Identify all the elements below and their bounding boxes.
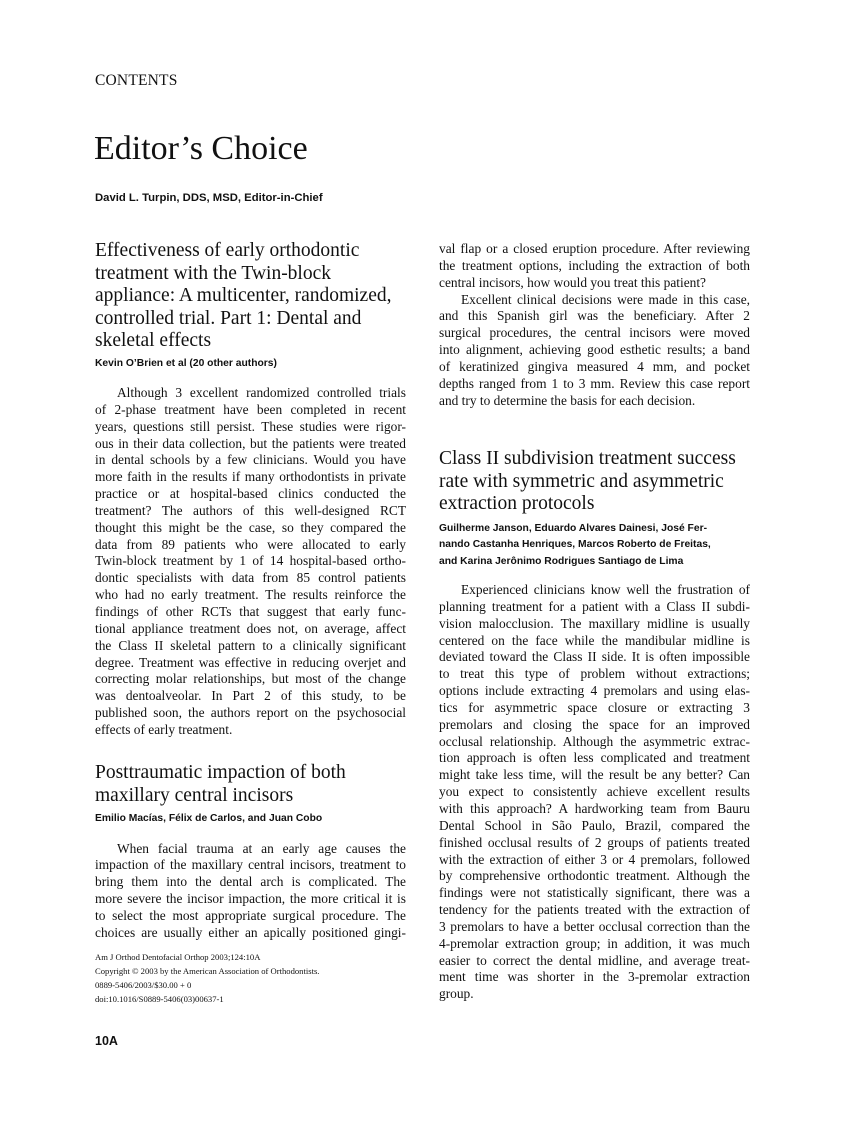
text-line: might take less time, will the result be any better? Can (439, 767, 750, 783)
text-line: vision malocclusion. The maxillary midline is usually (439, 615, 750, 631)
text-line: treatment with the Twin-block (95, 262, 332, 284)
text-line: with the extraction of either 3 or 4 premolars, followed (439, 851, 750, 867)
text-line: surgical procedures, the central incisors were moved (439, 325, 750, 341)
text-line: effects of early treatment. (95, 721, 233, 737)
text-line: skeletal effects (95, 330, 212, 351)
text-line: Kevin O’Brien et al (20 other authors) (95, 357, 277, 369)
section-label: CONTENTS (95, 72, 178, 89)
text-line: Am J Orthod Dentofacial Orthop 2003;124:10A (95, 952, 261, 962)
article-body (95, 841, 406, 942)
text-line: years, questions still persist. These studies were rigor- (95, 418, 406, 434)
text-line: findings of other RCTs that suggest that early func- (95, 603, 406, 619)
page-title: Editor’s Choice (94, 130, 308, 167)
paragraph (439, 241, 750, 292)
text-line: data from 89 patients who were allocated to early (95, 536, 406, 552)
text-line: degree. Treatment was effective in reducing overjet and (95, 654, 406, 670)
text-line: into alignment, achieving good esthetic results; a band (439, 342, 750, 358)
paragraph (95, 385, 406, 739)
text-line: bring them into the dental arch is complicated. The (95, 874, 406, 890)
text-line: val flap or a closed eruption procedure. After reviewing (439, 241, 750, 256)
text-line: of 2-phase treatment have been completed in recent (95, 401, 406, 417)
text-line: findings were not statistically significant, there was a (439, 885, 750, 901)
article-body (439, 241, 750, 409)
text-line: impaction of the maxillary central incisors, treatment to (95, 857, 406, 873)
paragraph (95, 841, 406, 942)
text-line: deviated toward the Class II side. It is often impossible (439, 649, 750, 665)
text-line: Posttraumatic impaction of both (95, 762, 346, 783)
text-line: 3 premolars to have a better occlusal correction than the (439, 918, 750, 934)
text-line: Guilherme Janson, Eduardo Alvares Dainesi, José Fer- (439, 522, 708, 534)
article-authors (439, 521, 750, 571)
text-line: ous in their data collection, but the patients were treated (95, 435, 406, 451)
article-body (95, 385, 406, 739)
text-line: practice or at hospital-based clinics conducted the (95, 486, 406, 502)
text-line: dontic specialists with data from 85 control patients (95, 570, 406, 586)
article-body (439, 582, 750, 1003)
text-line: Although 3 excellent randomized controlled trials (117, 385, 406, 400)
article-3 (439, 448, 750, 1003)
text-line: group. (439, 986, 474, 1002)
text-line: planning treatment for a patient with a Class II subdi- (439, 598, 750, 614)
text-line: 0889-5406/2003/$30.00 + 0 (95, 980, 192, 990)
text-line: choices are usually either an apically positioned gingi- (95, 924, 406, 940)
text-line: Effectiveness of early orthodontic (95, 240, 360, 261)
paragraph (439, 582, 750, 1003)
text-line: in dental schools by a few clinicians. Would you have (95, 452, 406, 468)
text-line: tion approach is often less complicated and treatment (439, 750, 750, 766)
article-heading (95, 240, 406, 353)
text-line: tendency for the patients treated with the extraction of (439, 902, 750, 918)
text-line: tics for asymmetric space closure or extracting 3 (439, 699, 750, 715)
text-line: Copyright © 2003 by the American Association of Orthodontists. (95, 966, 320, 976)
text-line: When facial trauma at an early age causes the (117, 840, 406, 856)
editor-byline: David L. Turpin, DDS, MSD, Editor-in-Chief (95, 192, 323, 204)
article-heading (439, 448, 750, 516)
text-line: tional appliance treatment does not, on average, affect (95, 620, 406, 636)
page-number: 10A (95, 1034, 118, 1048)
text-line: nando Castanha Henriques, Marcos Roberto de Freitas, (439, 539, 711, 550)
text-line: central incisors, how would you treat this patient? (439, 274, 707, 290)
text-line: with this approach? A hardworking team from Bauru (439, 800, 750, 816)
text-line: was dentoalveolar. In Part 2 of this study, to be (95, 688, 406, 704)
text-line: and try to determine the basis for each decision. (439, 392, 696, 408)
text-line: finished occlusal results of 2 groups of patients treated (439, 834, 750, 850)
text-line: extraction protocols (439, 493, 595, 514)
text-line: of keratinized gingiva measured 4 mm, and pocket (439, 358, 750, 374)
text-line: Twin-block treatment by 1 of 14 hospital-based ortho- (95, 553, 406, 569)
text-line: the Class II skeletal pattern to a clinically significant (95, 637, 406, 653)
article-authors (95, 356, 406, 373)
article-2-continued (439, 241, 750, 409)
text-line: rate with symmetric and asymmetric (439, 470, 724, 492)
text-line: to treat this type of problem without extractions; (439, 666, 750, 682)
text-line: correcting molar relationships, but most of the change (95, 671, 406, 687)
text-line: published soon, the authors report on the psychosocial (95, 705, 406, 721)
text-line: centered on the face while the mandibular midline is (439, 632, 750, 648)
text-line: treatment? The authors of this well-designed RCT (95, 502, 406, 518)
text-line: Class II subdivision treatment success (439, 448, 736, 469)
text-line: the treatment options, including the extraction of both (439, 257, 750, 273)
text-line: and Karina Jerônimo Rodrigues Santiago de Lima (439, 555, 684, 567)
article-1 (95, 240, 406, 739)
text-line: depths ranged from 1 to 3 mm. Review this case report (439, 375, 750, 391)
text-line: maxillary central incisors (95, 784, 294, 806)
text-line: options include extracting 4 premolars and using elas- (439, 683, 750, 699)
text-line: Excellent clinical decisions were made in this case, (461, 291, 750, 307)
text-line: you expect to consistently achieve excellent results (439, 784, 750, 800)
text-line: Emilio Macías, Félix de Carlos, and Juan Cobo (95, 813, 323, 824)
paragraph (439, 292, 750, 410)
text-line: more faith in the results if many orthodontists in private (95, 469, 406, 485)
citation-footer (95, 950, 319, 1006)
article-heading (95, 762, 406, 807)
text-line: 4-premolar extraction group; in addition, it was much (439, 935, 750, 951)
text-line: controlled trial. Part 1: Dental and (95, 307, 362, 329)
text-line: easier to correct the dental midline, and average treat- (439, 952, 750, 968)
text-line: ment time was shorter in the 3-premolar extraction (439, 969, 750, 985)
text-line: appliance: A multicenter, randomized, (95, 285, 392, 306)
text-line: by comprehensive orthodontic treatment. Although the (439, 868, 750, 884)
text-line: occlusal relationship. Although the asymmetric extrac- (439, 733, 750, 749)
article-2 (95, 762, 406, 942)
text-line: thought this might be the case, so they compared the (95, 519, 406, 535)
text-line: and this Spanish girl was the beneficiary. After 2 (439, 308, 750, 324)
text-line: Experienced clinicians know well the frustration of (461, 582, 750, 597)
text-line: premolars and closing the space for an improved (439, 716, 750, 732)
text-line: Dental School in São Paulo, Brazil, compared the (439, 817, 750, 833)
text-line: doi:10.1016/S0889-5406(03)00637-1 (95, 994, 224, 1004)
text-line: who had no early treatment. The results reinforce the (95, 587, 406, 603)
text-line: more severe the incisor impaction, the more critical it is (95, 891, 406, 907)
text-line: to select the most appropriate surgical procedure. The (95, 907, 406, 923)
article-authors (95, 811, 406, 828)
